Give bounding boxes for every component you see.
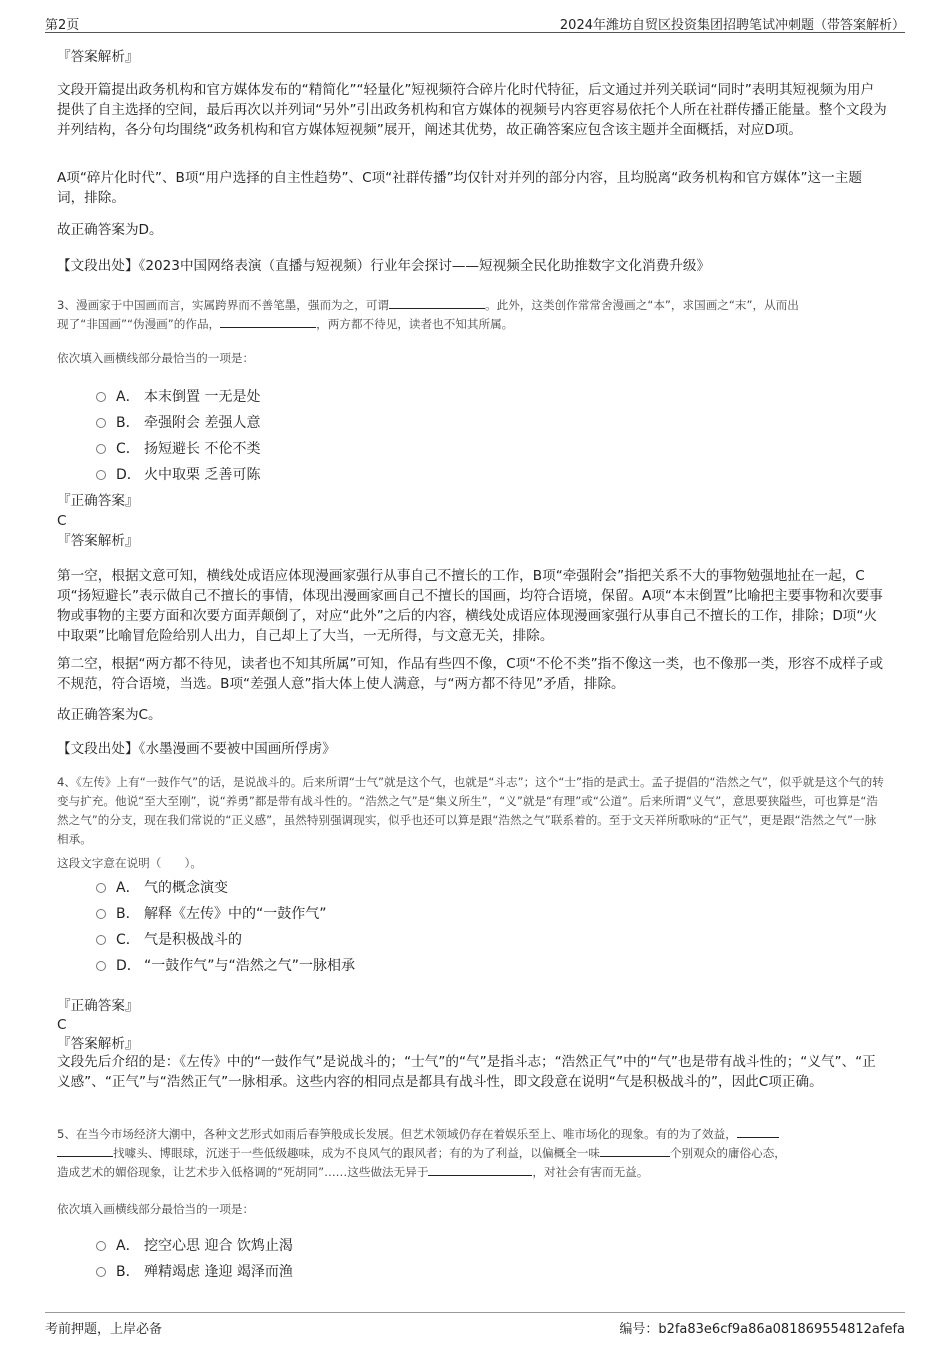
option-key: A． [116, 1238, 140, 1254]
q4-option-a[interactable] [96, 877, 228, 897]
option-key: B． [116, 906, 140, 922]
radio-icon[interactable] [96, 1267, 106, 1277]
option-key: D． [116, 467, 141, 483]
q3-stem-part: ，两方都不待见，读者也不知其所属。 [316, 317, 514, 331]
q5-stem-part: ，对社会有害而无益。 [532, 1165, 649, 1179]
fill-blank [600, 1144, 670, 1157]
q3-analysis-label: 『答案解析』 [57, 533, 139, 549]
q2-analysis-p2: A项“碎片化时代”、B项“用户选择的自主性趋势”、C项“社群传播”均仅针对并列的部分内容，且均脱离“政务机构和官方媒体”这一主题词，排除。 [57, 170, 862, 206]
radio-icon[interactable] [96, 1241, 106, 1251]
option-text: 本末倒置 一无是处 [144, 389, 261, 405]
q5-stem-part: 造成艺术的媚俗现象，让艺术步入低格调的“死胡同”……这些做法无异于 [57, 1165, 429, 1179]
radio-icon[interactable] [96, 935, 106, 945]
q3-source: 【文段出处】《水墨漫画不要被中国画所俘虏》 [57, 741, 336, 757]
fill-blank [57, 1144, 113, 1157]
q3-stem [57, 296, 887, 334]
radio-icon[interactable] [96, 909, 106, 919]
page-number: 第2页 [45, 18, 80, 33]
q5-stem-part: 5、在当今市场经济大潮中，各种文艺形式如雨后春笋般成长发展。但艺术领域仍存在着娱乐至上、唯市场化的现象。有的为了效益， [57, 1127, 737, 1141]
radio-icon[interactable] [96, 444, 106, 454]
footer-slogan: 考前押题，上岸必备 [45, 1322, 163, 1337]
q3-option-a[interactable] [96, 386, 260, 406]
q3-stem-part: 3、漫画家于中国画而言，实属跨界而不善笔墨，强而为之，可谓 [57, 298, 390, 312]
q3-option-d[interactable] [96, 464, 260, 484]
option-key: B． [116, 415, 140, 431]
q3-option-c[interactable] [96, 438, 260, 458]
option-key: D． [116, 958, 141, 974]
q4-answer: C [57, 1017, 67, 1033]
q4-analysis-label: 『答案解析』 [57, 1036, 139, 1052]
option-text: 解释《左传》中的“一鼓作气” [144, 906, 327, 922]
radio-icon[interactable] [96, 470, 106, 480]
fill-blank [220, 315, 316, 328]
radio-icon[interactable] [96, 418, 106, 428]
option-key: A． [116, 880, 140, 896]
q5-stem [57, 1125, 887, 1182]
q3-stem-part: 现了“非国画”“伪漫画”的作品， [57, 317, 221, 331]
q3-analysis-p2: 第二空，根据“两方都不待见，读者也不知其所属”可知，作品有些四不像，C项“不伦不类”指不像这一类，也不像那一类，形容不成样子或不规范，符合语境，当选。B项“差强人意”指大体上使人满意，与“两方都不待见”矛盾，排除。 [57, 656, 884, 692]
q5-stem-part: 找噱头、博眼球，沉迷于一些低级趣味，成为不良风气的跟风者；有的为了利益，以偏概全一味 [113, 1146, 600, 1160]
q4-option-b[interactable] [96, 903, 327, 923]
page-header [45, 12, 905, 33]
radio-icon[interactable] [96, 961, 106, 971]
q3-analysis-p3: 故正确答案为C。 [57, 707, 162, 723]
q2-analysis-p1: 文段开篇提出政务机构和官方媒体发布的“精简化”“轻量化”短视频符合碎片化时代特征，后文通过并列关联词“同时”表明其短视频为用户提供了自主选择的空间，最后再次以并列词“另外”引出政务机构和官方媒体的视频号内容更容易依托个人所在社群传播正能量。整个文段为并列结构，各分句均围绕“政务机构和官方媒体短视频”展开，阐述其优势，故正确答案应包含该主题并全面概括，对应D项。 [57, 82, 887, 138]
q3-stem-part: 。此外，这类创作常常舍漫画之“本”，求国画之“末”，从而出 [485, 298, 799, 312]
q4-answer-label: 『正确答案』 [57, 998, 139, 1014]
option-key: C． [116, 441, 140, 457]
radio-icon[interactable] [96, 883, 106, 893]
option-key: B． [116, 1264, 140, 1280]
q3-answer-label: 『正确答案』 [57, 493, 139, 509]
option-text: “一鼓作气”与“浩然之气”一脉相承 [144, 958, 356, 974]
q4-analysis: 文段先后介绍的是：《左传》中的“一鼓作气”是说战斗的；“士气”的“气”是指斗志；“浩然正气”中的“气”也是带有战斗性的；“义气”、“正义感”、“正气”与“浩然正气”一脉相承。这些内容的相同点是都具有战斗性，即文段意在说明“气是积极战斗的”，因此C项正确。 [57, 1054, 876, 1090]
q3-option-b[interactable] [96, 412, 260, 432]
q4-prompt: 这段文字意在说明（ ）。 [57, 856, 202, 870]
q2-analysis-p3: 故正确答案为D。 [57, 222, 163, 238]
fill-blank [389, 296, 485, 309]
option-key: A． [116, 389, 140, 405]
option-text: 扬短避长 不伦不类 [144, 441, 261, 457]
q5-stem-part: 个别观众的庸俗心态， [669, 1146, 786, 1160]
q3-analysis-p1: 第一空，根据文意可知，横线处成语应体现漫画家强行从事自己不擅长的工作，B项“牵强附会”指把关系不大的事物勉强地扯在一起，C项“扬短避长”表示做自己不擅长的事情，体现出漫画家画自己不擅长的国画，均符合语境，保留。A项“本末倒置”比喻把主要事物和次要事物或事物的主要方面和次要方面弄颠倒了，对应“此外”之后的内容，横线处成语应体现漫画家强行从事自己不擅长的工作，排除；D项“火中取栗”比喻冒危险给别人出力，自己却上了大当，一无所得，与文意无关，排除。 [57, 568, 883, 644]
page-footer [45, 1312, 905, 1337]
option-text: 火中取栗 乏善可陈 [144, 467, 261, 483]
q2-source: 【文段出处】《2023中国网络表演（直播与短视频）行业年会探讨——短视频全民化助推数字文化消费升级》 [57, 258, 711, 274]
option-text: 牵强附会 差强人意 [144, 415, 261, 431]
option-text: 气是积极战斗的 [144, 932, 242, 948]
q4-option-c[interactable] [96, 929, 242, 949]
radio-icon[interactable] [96, 392, 106, 402]
q2-analysis-label: 『答案解析』 [57, 49, 139, 65]
q3-prompt: 依次填入画横线部分最恰当的一项是： [57, 351, 255, 365]
fill-blank [737, 1125, 779, 1138]
option-key: C． [116, 932, 140, 948]
option-text: 挖空心思 迎合 饮鸩止渴 [144, 1238, 293, 1254]
footer-serial: 编号：b2fa83e6cf9a86a081869554812afefa [619, 1322, 905, 1337]
q5-prompt: 依次填入画横线部分最恰当的一项是： [57, 1202, 255, 1216]
q5-option-b[interactable] [96, 1261, 293, 1281]
q4-stem: 4、《左传》上有“一鼓作气”的话，是说战斗的。后来所谓“士气”就是这个气，也就是“斗志”；这个“士”指的是武士。孟子提倡的“浩然之气”，似乎就是这个气的转变与扩充。他说“至大至刚”，说“养勇”都是带有战斗性的。“浩然之气”是“集义所生”，“义”就是“有理”或“公道”。后来所谓“义气”，意思要狭隘些，可也算是“浩然之气”的分支，现在我们常说的“正义感”，虽然特别强调现实，似乎也还可以算是跟“浩然之气”联系着的。至于文天祥所歌咏的“正气”，更是跟“浩然之气”一脉相承。 [57, 775, 884, 846]
fill-blank [428, 1163, 532, 1176]
q3-answer: C [57, 513, 67, 529]
q5-option-a[interactable] [96, 1235, 293, 1255]
option-text: 气的概念演变 [144, 880, 228, 896]
document-title: 2024年潍坊自贸区投资集团招聘笔试冲刺题（带答案解析） [559, 18, 905, 33]
q4-option-d[interactable] [96, 955, 355, 975]
option-text: 殚精竭虑 逢迎 竭泽而渔 [144, 1264, 293, 1280]
